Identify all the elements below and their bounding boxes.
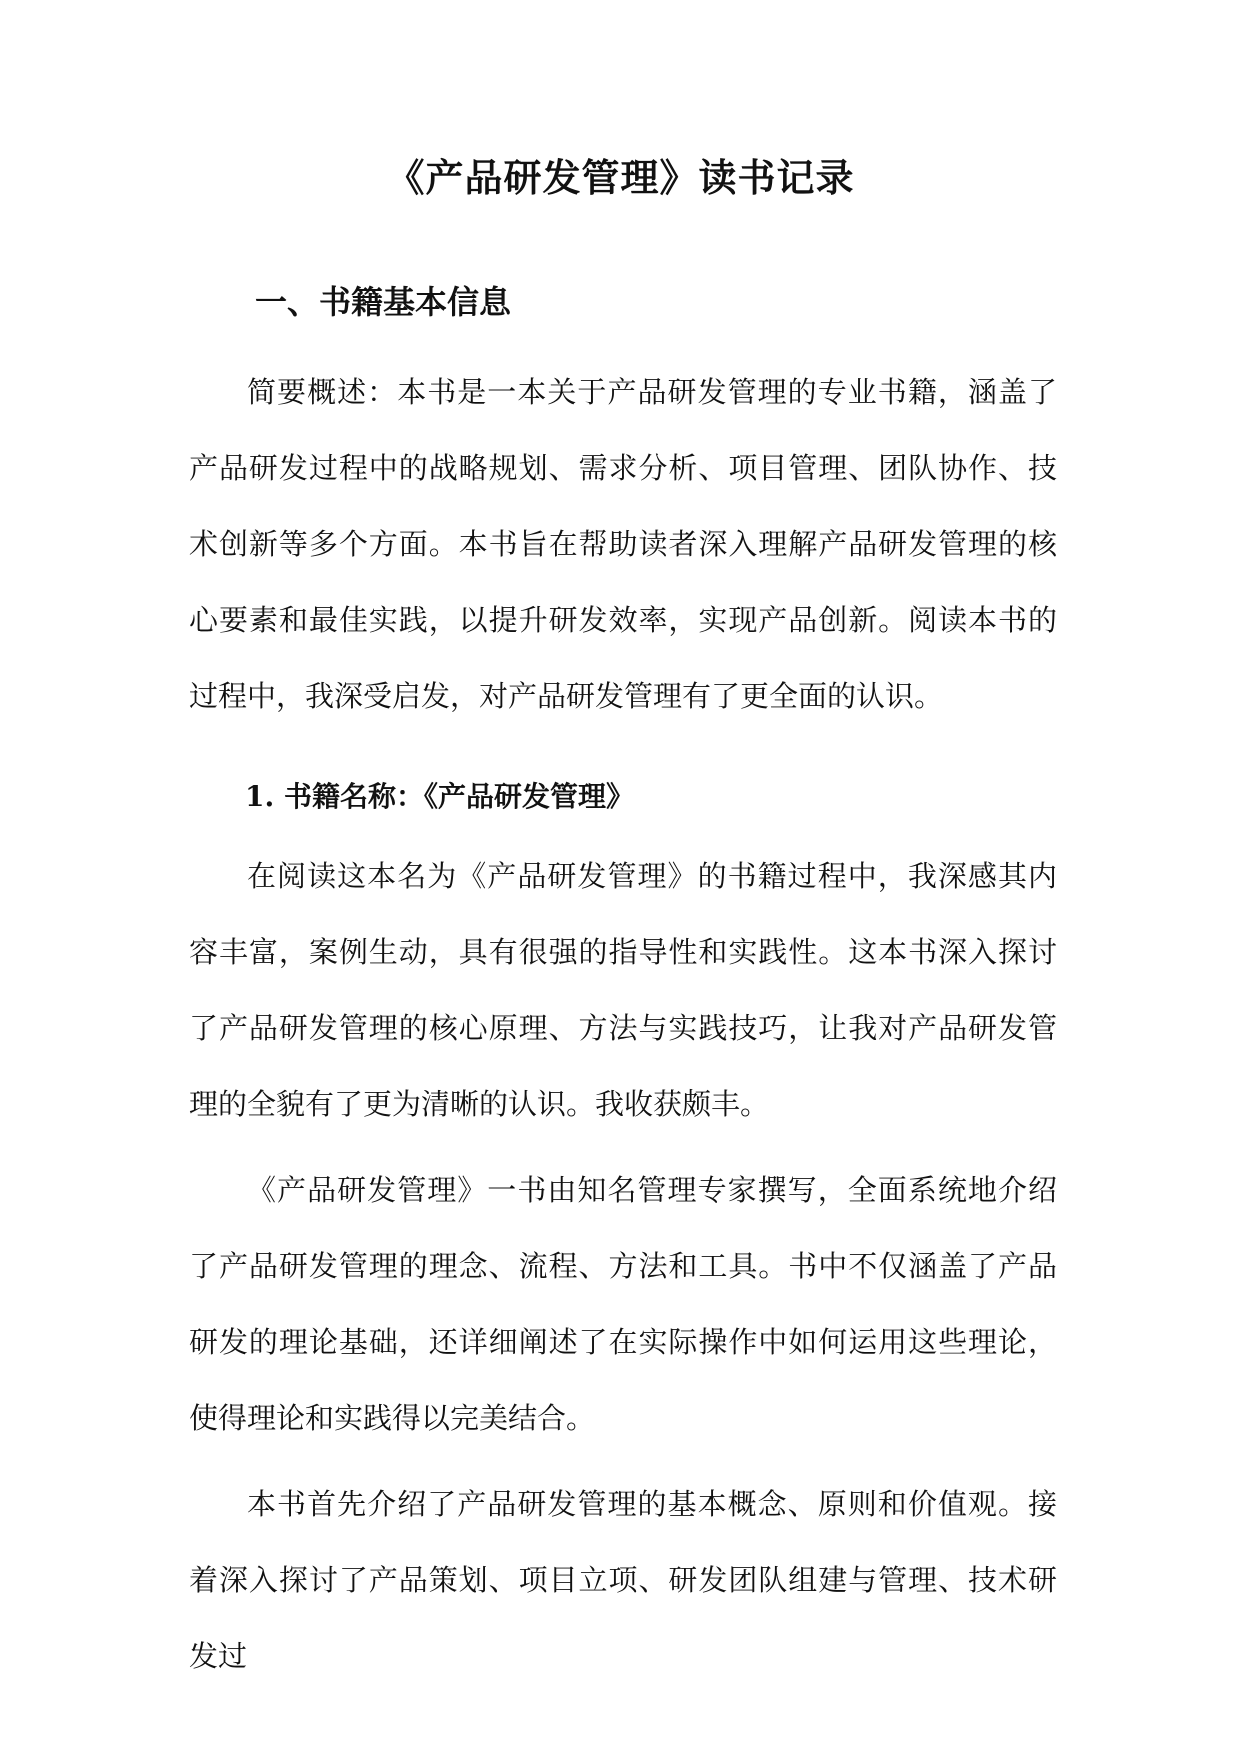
document-title: 《产品研发管理》读书记录 <box>386 155 855 200</box>
paragraph-book-contents: 本书首先介绍了产品研发管理的基本概念、原则和价值观。接着深入探讨了产品策划、项目立项、研发团队组建与管理、技术研发过 <box>189 1487 1057 1673</box>
paragraph-book-overview: 《产品研发管理》一书由知名管理专家撰写，全面系统地介绍了产品研发管理的理念、流程、方法和工具。书中不仅涵盖了产品研发的理论基础，还详细阐述了在实际操作中如何运用这些理论，使得理论和实践得以完美结合。 <box>189 1173 1057 1435</box>
section-heading-basic-info: 一、书籍基本信息 <box>255 283 512 321</box>
paragraph-reading-impression: 在阅读这本名为《产品研发管理》的书籍过程中，我深感其内容丰富，案例生动，具有很强的指导性和实践性。这本书深入探讨了产品研发管理的核心原理、方法与实践技巧，让我对产品研发管理的全貌有了更为清晰的认识。我收获颇丰。 <box>189 859 1057 1121</box>
paragraph-summary: 简要概述：本书是一本关于产品研发管理的专业书籍，涵盖了产品研发过程中的战略规划、需求分析、项目管理、团队协作、技术创新等多个方面。本书旨在帮助读者深入理解产品研发管理的核心要素和最佳实践，以提升研发效率，实现产品创新。阅读本书的过程中，我深受启发，对产品研发管理有了更全面的认识。 <box>189 375 1057 713</box>
sub-heading-book-name: 1. 书籍名称：《产品研发管理》 <box>245 780 634 813</box>
